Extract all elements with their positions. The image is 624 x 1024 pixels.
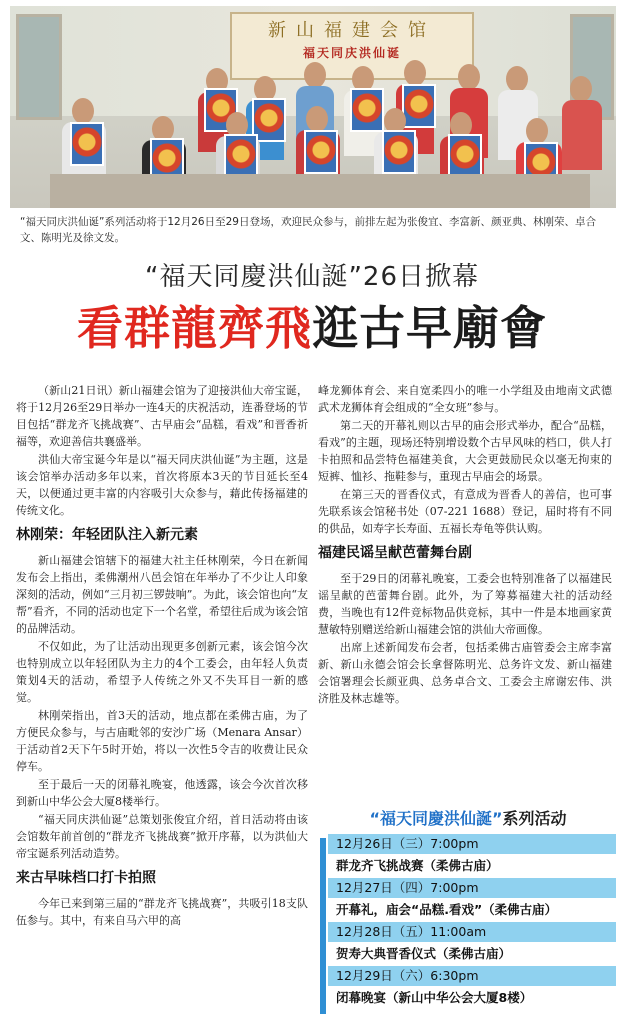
schedule-event: 闭幕晚宴（新山中华公会大厦8楼） — [336, 990, 533, 1005]
event-poster — [224, 134, 258, 178]
headline-part-1: 看群龍齊飛 — [77, 301, 312, 355]
subheading: 林刚荣：年轻团队注入新元素 — [16, 527, 198, 543]
schedule-accent-bar — [320, 838, 326, 1014]
paragraph: 林刚荣指出，首3天的活动，地点都在柔佛古庙，为了方便民众参与，与古庙毗邻的安沙广场（Menara Ansar）于活动首2天下午5时开始，将以一次性5令吉的收费让民众停车。 — [16, 709, 308, 773]
photo-table — [50, 174, 590, 208]
article-column-right — [318, 382, 612, 708]
association-signboard — [230, 12, 474, 80]
article-column-left — [16, 382, 308, 930]
event-poster — [402, 84, 436, 128]
subheading: 来古早味档口打卡拍照 — [16, 870, 156, 886]
subheading: 福建民谣呈献芭蕾舞台剧 — [318, 545, 472, 561]
paragraph: 今年已来到第三届的“群龙齐飞挑战赛”，共吸引18支队伍参与。其中，有来自马六甲的高 — [16, 897, 308, 927]
paragraph: 至于最后一天的闭幕礼晚宴，他透露，该会今次首次移到新山中华公会大厦8楼举行。 — [16, 778, 308, 808]
paragraph: 第二天的开幕礼则以古早的庙会形式举办，配合“品糕，看戏”的主题，现场还特别增设数个古早风味的档口，供人打卡拍照和品尝特色福建美食，大会更鼓励民众以毫无拘束的短裤、恤衫、拖鞋参与，重现古早庙会的场景。 — [318, 419, 612, 483]
event-poster — [448, 134, 482, 178]
schedule-date: 12月27日（四）7:00pm — [328, 878, 616, 898]
paragraph: 出席上述新闻发布会者，包括柔佛古庙管委会主席李富新、新山永德会馆会长拿督陈明光、总务许文发、新山福建会馆署理会长颜亚典、总务卓合文、工委会主席谢宏伟、洪济胜及林志雄等。 — [318, 641, 612, 705]
event-poster — [350, 88, 384, 132]
kicker-headline: “福天同慶洪仙誕”26日掀幕 — [144, 262, 480, 292]
paragraph: 在第三天的晋香仪式，有意成为晋香人的善信，也可事先联系该会馆秘书处（07-221 1688）登记，届时将有不同的供品，如寿字长寿面、五福长寿龟等供认购。 — [318, 488, 612, 535]
paragraph: 不仅如此，为了让活动出现更多创新元素，该会馆今次也特别成立以年轻团队为主力的4个工委会，由年轻人负责策划4天的活动，希望予人传统之外又不失耳目一新的感觉。 — [16, 640, 308, 704]
schedule-row — [320, 922, 616, 966]
schedule-event: 开幕礼，庙会“品糕.看戏”（柔佛古庙） — [336, 902, 558, 917]
schedule-event: 贺寿大典晋香仪式（柔佛古庙） — [336, 946, 512, 961]
schedule-date: 12月28日（五）11:00am — [328, 922, 616, 942]
paragraph: 峰龙狮体育会、来自宽柔四小的唯一小学组及由地南文武德武术龙狮体育会组成的“全女班”参与。 — [318, 384, 612, 414]
paragraph: 洪仙大帝宝诞今年是以“福天同庆洪仙诞”为主题，这是该会馆举办活动多年以来，首次将原本3天的节目延长至4天，以便通过更丰富的内容吸引大众参与，藉此传扬福建的传统文化。 — [16, 453, 308, 517]
schedule-date: 12月29日（六）6:30pm — [328, 966, 616, 986]
event-poster — [304, 130, 338, 174]
schedule-row — [320, 878, 616, 922]
schedule-date: 12月26日（三）7:00pm — [328, 834, 616, 854]
paragraph: “福天同庆洪仙诞”总策划张俊宜介绍，首日活动将由该会馆数年前首创的“群龙齐飞挑战赛”掀开序幕，以为洪仙大帝宝诞系列活动造势。 — [16, 813, 308, 860]
schedule-event: 群龙齐飞挑战赛（柔佛古庙） — [336, 858, 499, 873]
main-headline — [0, 298, 624, 358]
schedule-title-quoted: “福天同慶洪仙誕” — [369, 809, 503, 828]
signboard-name: 新山福建会馆 — [268, 20, 436, 41]
schedule-row — [320, 966, 616, 1010]
schedule-row — [320, 834, 616, 878]
schedule-title — [320, 804, 616, 834]
news-photo — [10, 6, 616, 208]
paragraph: （新山21日讯）新山福建会馆为了迎接洪仙大帝宝诞，将于12月26至29日举办一连4天的庆祝活动，连番登场的节目包括“群龙齐飞挑战赛”、古早庙会“品糕，看戏”和晋香祈福等，欢迎善信共襄盛举。 — [16, 384, 308, 448]
signboard-banner: 福天同庆洪仙诞 — [302, 46, 401, 60]
photo-caption: “福天同庆洪仙诞”系列活动将于12月26日至29日登场，欢迎民众参与，前排左起为张俊宜、李富新、颜亚典、林刚荣、卓合文、陈明光及徐文发。 — [20, 216, 596, 244]
paragraph: 新山福建会馆辖下的福建大社主任林刚荣，今日在新闻发布会上指出，柔佛潮州八邑会馆在年举办了不少让人印象深刻的活动，例如“三月初三锣鼓响”。为此，该会馆也向“友帮”看齐，不同的活动也定下一个名堂，希望往后成为该会馆的品牌活动。 — [16, 554, 308, 635]
event-poster — [382, 130, 416, 174]
schedule-title-rest: 系列活动 — [502, 809, 567, 828]
paragraph: 至于29日的闭幕礼晚宴，工委会也特别准备了以福建民谣呈献的芭蕾舞台剧。此外，为了筹募福建大社的活动经费，当晚也有12件竞标物品供竞标，其中一件是本地画家黄慧敏特别赠送给新山福建会馆的洪仙大帝画像。 — [318, 572, 612, 636]
headline-part-2: 逛古早廟會 — [312, 301, 547, 355]
event-schedule-box — [320, 804, 616, 1018]
event-poster — [70, 122, 104, 166]
photo-window-left — [16, 14, 62, 120]
